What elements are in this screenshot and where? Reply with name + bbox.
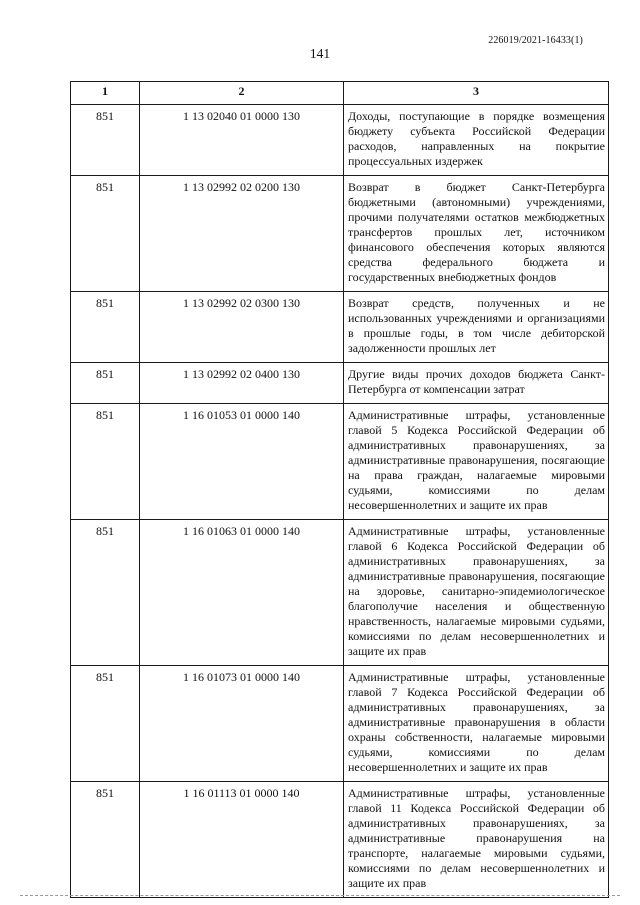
table-row: [71, 105, 609, 176]
revenue-description-cell: Административные штрафы, установленные главой 11 Кодекса Российской Федерации об административных правонарушениях, за административные правонарушения на транспорте, налагаемые мировыми судьями, комиссиями по делам несовершеннолетних и защите их прав: [344, 782, 609, 898]
column-header-3: 3: [344, 82, 609, 105]
budget-classification-code-cell: 1 16 01073 01 0000 140: [140, 666, 344, 782]
admin-code-cell: 851: [71, 782, 140, 898]
admin-code-cell: 851: [71, 292, 140, 363]
admin-code-cell: 851: [71, 363, 140, 404]
table-row: [71, 363, 609, 404]
revenue-description-cell: Доходы, поступающие в порядке возмещения бюджету субъекта Российской Федерации расходов, направленных на покрытие процессуальных издержек: [344, 105, 609, 176]
revenue-description-cell: Другие виды прочих доходов бюджета Санкт-Петербурга от компенсации затрат: [344, 363, 609, 404]
budget-classification-code-cell: 1 16 01063 01 0000 140: [140, 520, 344, 666]
revenue-codes-table: [70, 81, 609, 898]
revenue-description-cell: Административные штрафы, установленные главой 6 Кодекса Российской Федерации об административных правонарушениях, за административные правонарушения, посягающие на здоровье, санитарно-эпидемиологическое благополучие населения и общественную нравственность, налагаемые мировыми судьями, комиссиями по делам несовершеннолетних и защите их прав: [344, 520, 609, 666]
admin-code-cell: 851: [71, 176, 140, 292]
revenue-description-cell: Возврат в бюджет Санкт-Петербурга бюджетными (автономными) учреждениями, прочими получателями остатков межбюджетных трансфертов прошлых лет, источником финансового обеспечения которых являются средства федерального бюджета и государственных внебюджетных фондов: [344, 176, 609, 292]
table-row: [71, 292, 609, 363]
table-row: [71, 404, 609, 520]
admin-code-cell: 851: [71, 666, 140, 782]
table-row: [71, 176, 609, 292]
budget-classification-code-cell: 1 13 02992 02 0400 130: [140, 363, 344, 404]
column-header-1: 1: [71, 82, 140, 105]
table-row: [71, 520, 609, 666]
admin-code-cell: 851: [71, 404, 140, 520]
revenue-description-cell: Возврат средств, полученных и не использованных учреждениями и организациями в прошлые годы, в том числе дебиторской задолженности прошлых лет: [344, 292, 609, 363]
budget-classification-code-cell: 1 13 02040 01 0000 130: [140, 105, 344, 176]
budget-classification-code-cell: 1 16 01113 01 0000 140: [140, 782, 344, 898]
admin-code-cell: 851: [71, 520, 140, 666]
scan-edge-line: [20, 895, 620, 896]
table-header-row: [71, 82, 609, 105]
budget-classification-code-cell: 1 13 02992 02 0200 130: [140, 176, 344, 292]
document-reference-number: 226019/2021-16433(1): [488, 35, 583, 46]
budget-classification-code-cell: 1 13 02992 02 0300 130: [140, 292, 344, 363]
admin-code-cell: 851: [71, 105, 140, 176]
page-number: 141: [309, 46, 331, 61]
table-row: [71, 666, 609, 782]
column-header-2: 2: [140, 82, 344, 105]
budget-classification-code-cell: 1 16 01053 01 0000 140: [140, 404, 344, 520]
revenue-description-cell: Административные штрафы, установленные главой 7 Кодекса Российской Федерации об административных правонарушениях, за административные правонарушения в области охраны собственности, налагаемые мировыми судьями, комиссиями по делам несовершеннолетних и защите их прав: [344, 666, 609, 782]
revenue-description-cell: Административные штрафы, установленные главой 5 Кодекса Российской Федерации об административных правонарушениях, за административные правонарушения, посягающие на права граждан, налагаемые мировыми судьями, комиссиями по делам несовершеннолетних и защите их прав: [344, 404, 609, 520]
table-row: [71, 782, 609, 898]
